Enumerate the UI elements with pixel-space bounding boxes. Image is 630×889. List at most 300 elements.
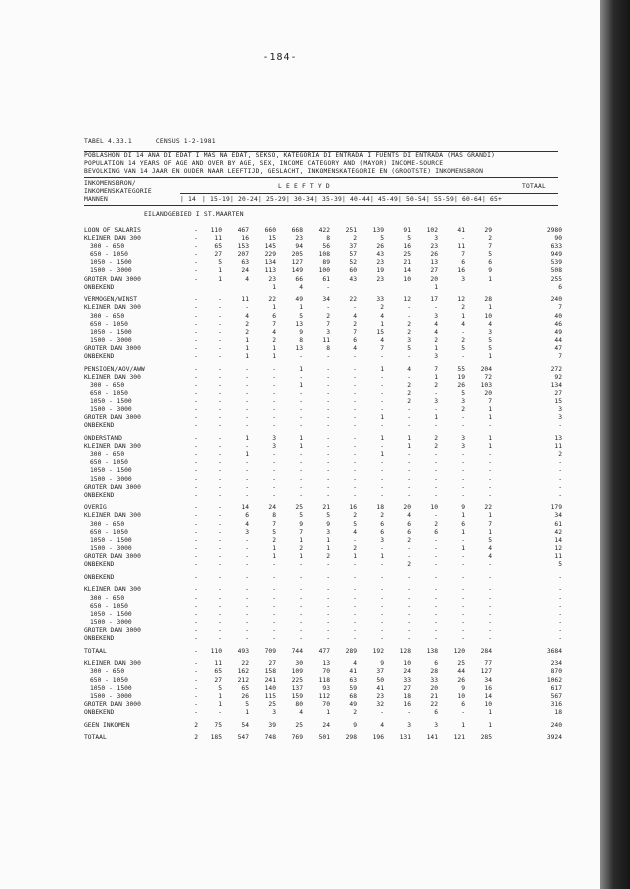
value-cell: - bbox=[326, 602, 330, 610]
value-cell: 477 bbox=[318, 647, 330, 655]
value-cell: 20 bbox=[484, 389, 492, 397]
value-cell: 5 bbox=[488, 251, 492, 259]
value-cell: 3 bbox=[272, 435, 276, 443]
value-cell: 50 bbox=[376, 676, 384, 684]
row-label: 300 - 650 bbox=[90, 381, 125, 389]
value-cell: 1 bbox=[380, 365, 384, 373]
value-cell: - bbox=[380, 389, 384, 397]
value-cell: - bbox=[488, 483, 492, 491]
value-cell: 4 bbox=[299, 708, 303, 716]
value-cell: 9 bbox=[488, 267, 492, 275]
value-cell: - bbox=[407, 475, 411, 483]
value-cell: 2 bbox=[407, 328, 411, 336]
value-cell: - bbox=[299, 618, 303, 626]
value-cell: - bbox=[407, 544, 411, 552]
value-cell: 26 bbox=[376, 243, 384, 251]
value-cell: 5 bbox=[380, 235, 384, 243]
value-cell: - bbox=[434, 406, 438, 414]
value-cell: - bbox=[434, 512, 438, 520]
value-cell: 127 bbox=[291, 259, 303, 267]
value-cell: - bbox=[218, 475, 222, 483]
value-cell: 49 bbox=[349, 700, 357, 708]
value-cell: - bbox=[218, 344, 222, 352]
value-cell: - bbox=[407, 626, 411, 634]
value-cell: 2 bbox=[353, 320, 357, 328]
value-cell: - bbox=[326, 491, 330, 499]
value-cell: - bbox=[461, 328, 465, 336]
total-cell: 255 bbox=[550, 275, 562, 283]
value-cell: 127 bbox=[480, 668, 492, 676]
census-date: CENSUS 1-2-1981 bbox=[155, 138, 216, 145]
value-cell: 20 bbox=[430, 275, 438, 283]
value-cell: 37 bbox=[349, 243, 357, 251]
value-cell: - bbox=[194, 459, 198, 467]
value-cell: - bbox=[245, 544, 249, 552]
value-cell: - bbox=[299, 467, 303, 475]
value-cell: - bbox=[194, 435, 198, 443]
total-cell: 240 bbox=[550, 296, 562, 304]
total-cell: 3684 bbox=[546, 647, 562, 655]
total-cell: 5 bbox=[558, 561, 562, 569]
row-label: 1500 - 3000 bbox=[90, 544, 132, 552]
value-cell: 251 bbox=[345, 227, 357, 234]
value-cell: 145 bbox=[264, 243, 276, 251]
value-cell: 7 bbox=[380, 344, 384, 352]
value-cell: 2 bbox=[434, 443, 438, 451]
value-cell: 25 bbox=[457, 660, 465, 668]
value-cell: - bbox=[194, 320, 198, 328]
value-cell: - bbox=[353, 353, 357, 360]
value-cell: - bbox=[218, 586, 222, 594]
value-cell: 59 bbox=[349, 684, 357, 692]
value-cell: - bbox=[380, 602, 384, 610]
value-cell: 3 bbox=[461, 435, 465, 443]
value-cell: 1 bbox=[272, 344, 276, 352]
value-cell: - bbox=[272, 414, 276, 422]
value-cell: 2 bbox=[407, 561, 411, 569]
row-label: 650 - 1050 bbox=[90, 320, 128, 328]
value-cell: 1 bbox=[434, 344, 438, 352]
value-cell: - bbox=[461, 235, 465, 243]
value-cell: - bbox=[407, 610, 411, 618]
total-cell: 870 bbox=[550, 668, 562, 676]
value-cell: 20 bbox=[430, 684, 438, 692]
value-cell: 1 bbox=[353, 552, 357, 560]
row-label: KLEINER DAN 300 bbox=[84, 443, 141, 451]
value-cell: 3 bbox=[326, 328, 330, 336]
value-cell: - bbox=[461, 451, 465, 459]
value-cell: 2 bbox=[194, 721, 198, 729]
value-cell: - bbox=[218, 626, 222, 634]
value-cell: - bbox=[380, 708, 384, 716]
value-cell: 1 bbox=[299, 304, 303, 312]
value-cell: 113 bbox=[264, 267, 276, 275]
value-cell: 121 bbox=[453, 734, 465, 742]
value-cell: - bbox=[272, 373, 276, 381]
value-cell: 7 bbox=[434, 365, 438, 373]
value-cell: - bbox=[488, 594, 492, 602]
age-group-header: | 55-59 bbox=[426, 196, 454, 203]
age-group-header: | 50-54 bbox=[398, 196, 426, 203]
value-cell: 2 bbox=[245, 320, 249, 328]
value-cell: 1 bbox=[380, 552, 384, 560]
value-cell: - bbox=[434, 422, 438, 430]
value-cell: - bbox=[218, 365, 222, 373]
value-cell: 1 bbox=[488, 443, 492, 451]
value-cell: - bbox=[194, 275, 198, 283]
total-cell: - bbox=[558, 626, 562, 634]
value-cell: - bbox=[194, 626, 198, 634]
row-label: 300 - 650 bbox=[90, 594, 125, 602]
value-cell: - bbox=[461, 422, 465, 430]
value-cell: 43 bbox=[376, 251, 384, 259]
value-cell: 1 bbox=[299, 381, 303, 389]
value-cell: 6 bbox=[380, 520, 384, 528]
value-cell: - bbox=[461, 491, 465, 499]
value-cell: - bbox=[245, 483, 249, 491]
value-cell: 80 bbox=[295, 700, 303, 708]
value-cell: 2 bbox=[434, 381, 438, 389]
value-cell: 3 bbox=[434, 353, 438, 360]
value-cell: - bbox=[380, 626, 384, 634]
value-cell: 100 bbox=[318, 267, 330, 275]
title-line-2: POPULATION 14 YEARS OF AGE AND OVER BY AGE, SEX, INCOME CATEGORY AND (MAYOR) INCOME-SOURCE bbox=[84, 160, 444, 167]
value-cell: 2 bbox=[353, 708, 357, 716]
row-label: ONDERSTAND bbox=[84, 435, 122, 443]
value-cell: 1 bbox=[461, 544, 465, 552]
value-cell: - bbox=[245, 373, 249, 381]
value-cell: - bbox=[380, 561, 384, 569]
value-cell: 32 bbox=[376, 700, 384, 708]
value-cell: - bbox=[461, 586, 465, 594]
value-cell: - bbox=[326, 398, 330, 406]
value-cell: - bbox=[326, 353, 330, 360]
value-cell: - bbox=[299, 373, 303, 381]
value-cell: 56 bbox=[322, 243, 330, 251]
value-cell: - bbox=[434, 475, 438, 483]
value-cell: 11 bbox=[457, 243, 465, 251]
row-label: GROTER DAN 3000 bbox=[84, 414, 141, 422]
value-cell: - bbox=[353, 389, 357, 397]
total-cell: 316 bbox=[550, 700, 562, 708]
total-cell: 34 bbox=[554, 512, 562, 520]
value-cell: 16 bbox=[484, 684, 492, 692]
value-cell: 22 bbox=[268, 296, 276, 304]
value-cell: 13 bbox=[295, 344, 303, 352]
value-cell: 3 bbox=[326, 528, 330, 536]
value-cell: 1 bbox=[488, 275, 492, 283]
value-cell: 1 bbox=[461, 721, 465, 729]
row-label: GROTER DAN 3000 bbox=[84, 626, 141, 634]
value-cell: - bbox=[194, 700, 198, 708]
value-cell: 5 bbox=[245, 700, 249, 708]
value-cell: 27 bbox=[430, 267, 438, 275]
value-cell: 1 bbox=[488, 435, 492, 443]
value-cell: 1 bbox=[218, 692, 222, 700]
value-cell: - bbox=[194, 267, 198, 275]
value-cell: - bbox=[299, 561, 303, 569]
row-label: GROTER DAN 3000 bbox=[84, 552, 141, 560]
value-cell: - bbox=[272, 634, 276, 642]
value-cell: - bbox=[299, 483, 303, 491]
value-cell: - bbox=[218, 504, 222, 512]
row-label: ONBEKEND bbox=[84, 491, 115, 499]
value-cell: 6 bbox=[245, 512, 249, 520]
value-cell: 1 bbox=[461, 512, 465, 520]
value-cell: 110 bbox=[210, 227, 222, 234]
value-cell: 668 bbox=[291, 227, 303, 234]
value-cell: - bbox=[245, 414, 249, 422]
value-cell: 4 bbox=[380, 721, 384, 729]
row-label: 300 - 650 bbox=[90, 243, 125, 251]
value-cell: - bbox=[353, 618, 357, 626]
value-cell: 159 bbox=[291, 692, 303, 700]
total-cell: 617 bbox=[550, 684, 562, 692]
value-cell: - bbox=[353, 467, 357, 475]
value-cell: - bbox=[245, 398, 249, 406]
total-cell: - bbox=[558, 618, 562, 626]
value-cell: 19 bbox=[376, 267, 384, 275]
binding-edge bbox=[600, 0, 630, 889]
value-cell: 660 bbox=[264, 227, 276, 234]
value-cell: 1 bbox=[488, 406, 492, 414]
value-cell: 2 bbox=[461, 406, 465, 414]
value-cell: - bbox=[353, 422, 357, 430]
value-cell: - bbox=[218, 459, 222, 467]
value-cell: 70 bbox=[322, 700, 330, 708]
value-cell: - bbox=[380, 594, 384, 602]
value-cell: 1 bbox=[380, 414, 384, 422]
total-cell: 179 bbox=[550, 504, 562, 512]
value-cell: 24 bbox=[403, 668, 411, 676]
value-cell: 2 bbox=[488, 235, 492, 243]
value-cell: - bbox=[194, 381, 198, 389]
value-cell: - bbox=[461, 414, 465, 422]
value-cell: 11 bbox=[322, 336, 330, 344]
value-cell: 2 bbox=[434, 435, 438, 443]
value-cell: 61 bbox=[322, 275, 330, 283]
stub-header-2: INKOMENSKATEGORIE bbox=[84, 188, 152, 195]
value-cell: 1 bbox=[461, 528, 465, 536]
value-cell: 72 bbox=[484, 373, 492, 381]
value-cell: - bbox=[380, 467, 384, 475]
value-cell: - bbox=[194, 483, 198, 491]
value-cell: 1 bbox=[245, 353, 249, 360]
value-cell: 1 bbox=[326, 708, 330, 716]
value-cell: 13 bbox=[322, 660, 330, 668]
value-cell: - bbox=[434, 552, 438, 560]
value-cell: 3 bbox=[461, 275, 465, 283]
value-cell: 9 bbox=[461, 684, 465, 692]
row-label: 300 - 650 bbox=[90, 520, 125, 528]
value-cell: 1 bbox=[218, 267, 222, 275]
total-cell: - bbox=[558, 610, 562, 618]
value-cell: - bbox=[380, 422, 384, 430]
value-cell: 2 bbox=[407, 320, 411, 328]
value-cell: 110 bbox=[210, 647, 222, 655]
value-cell: - bbox=[245, 365, 249, 373]
value-cell: 16 bbox=[349, 504, 357, 512]
value-cell: 94 bbox=[295, 243, 303, 251]
value-cell: - bbox=[434, 602, 438, 610]
value-cell: - bbox=[245, 406, 249, 414]
value-cell: 15 bbox=[268, 235, 276, 243]
value-cell: 2 bbox=[407, 381, 411, 389]
value-cell: - bbox=[434, 483, 438, 491]
age-group-header: | 15-19 bbox=[202, 196, 230, 203]
value-cell: 25 bbox=[295, 721, 303, 729]
table-id-line bbox=[84, 138, 216, 145]
value-cell: - bbox=[272, 467, 276, 475]
value-cell: - bbox=[461, 353, 465, 360]
value-cell: 2 bbox=[380, 304, 384, 312]
value-cell: 1 bbox=[488, 721, 492, 729]
value-cell: - bbox=[326, 594, 330, 602]
age-group-header: | 45-49 bbox=[370, 196, 398, 203]
value-cell: - bbox=[353, 536, 357, 544]
value-cell: - bbox=[245, 610, 249, 618]
value-cell: 3 bbox=[272, 443, 276, 451]
value-cell: - bbox=[380, 634, 384, 642]
value-cell: 10 bbox=[484, 312, 492, 320]
value-cell: - bbox=[194, 544, 198, 552]
table-id: TABEL 4.33.1 bbox=[84, 138, 132, 145]
value-cell: - bbox=[461, 552, 465, 560]
value-cell: - bbox=[407, 491, 411, 499]
value-cell: - bbox=[407, 586, 411, 594]
total-cell: - bbox=[558, 459, 562, 467]
value-cell: - bbox=[194, 528, 198, 536]
value-cell: 4 bbox=[353, 312, 357, 320]
value-cell: - bbox=[218, 312, 222, 320]
row-label: 1500 - 3000 bbox=[90, 692, 132, 700]
value-cell: 4 bbox=[299, 283, 303, 291]
value-cell: 34 bbox=[322, 296, 330, 304]
value-cell: 4 bbox=[353, 344, 357, 352]
value-cell: - bbox=[407, 573, 411, 581]
row-label: ONBEKEND bbox=[84, 422, 115, 430]
value-cell: 4 bbox=[353, 528, 357, 536]
value-cell: - bbox=[245, 586, 249, 594]
value-cell: - bbox=[326, 618, 330, 626]
value-cell: - bbox=[245, 443, 249, 451]
value-cell: 3 bbox=[407, 336, 411, 344]
value-cell: 43 bbox=[349, 275, 357, 283]
value-cell: - bbox=[272, 561, 276, 569]
value-cell: 54 bbox=[241, 721, 249, 729]
value-cell: 284 bbox=[480, 647, 492, 655]
value-cell: - bbox=[380, 573, 384, 581]
value-cell: 7 bbox=[461, 251, 465, 259]
value-cell: - bbox=[218, 618, 222, 626]
value-cell: - bbox=[218, 320, 222, 328]
value-cell: - bbox=[353, 586, 357, 594]
value-cell: 4 bbox=[407, 512, 411, 520]
value-cell: 23 bbox=[268, 275, 276, 283]
value-cell: 6 bbox=[461, 259, 465, 267]
value-cell: 2 bbox=[353, 544, 357, 552]
value-cell: 4 bbox=[245, 520, 249, 528]
value-cell: 6 bbox=[434, 528, 438, 536]
value-cell: 3 bbox=[434, 721, 438, 729]
value-cell: - bbox=[218, 451, 222, 459]
total-cell: 7 bbox=[558, 353, 562, 360]
value-cell: 3 bbox=[434, 312, 438, 320]
value-cell: - bbox=[194, 708, 198, 716]
value-cell: - bbox=[194, 692, 198, 700]
value-cell: 23 bbox=[430, 243, 438, 251]
row-label: ONBEKEND bbox=[84, 561, 115, 569]
value-cell: 7 bbox=[488, 398, 492, 406]
value-cell: - bbox=[194, 344, 198, 352]
row-label: 300 - 650 bbox=[90, 668, 125, 676]
value-cell: - bbox=[326, 381, 330, 389]
value-cell: - bbox=[461, 634, 465, 642]
total-cell: 2980 bbox=[546, 227, 562, 234]
value-cell: 14 bbox=[484, 692, 492, 700]
total-cell: 3924 bbox=[546, 734, 562, 742]
value-cell: - bbox=[194, 422, 198, 430]
row-label: OVERIG bbox=[84, 504, 107, 512]
value-cell: - bbox=[353, 634, 357, 642]
value-cell: - bbox=[245, 491, 249, 499]
value-cell: - bbox=[272, 586, 276, 594]
value-cell: - bbox=[326, 443, 330, 451]
value-cell: 24 bbox=[322, 721, 330, 729]
value-cell: 70 bbox=[322, 668, 330, 676]
value-cell: - bbox=[461, 573, 465, 581]
total-cell: 949 bbox=[550, 251, 562, 259]
age-group-header: | 25-29 bbox=[258, 196, 286, 203]
value-cell: - bbox=[461, 626, 465, 634]
value-cell: - bbox=[434, 491, 438, 499]
value-cell: 140 bbox=[264, 684, 276, 692]
value-cell: 55 bbox=[457, 365, 465, 373]
value-cell: - bbox=[326, 626, 330, 634]
value-cell: - bbox=[194, 227, 198, 234]
value-cell: - bbox=[194, 398, 198, 406]
value-cell: 2 bbox=[461, 336, 465, 344]
value-cell: - bbox=[434, 634, 438, 642]
value-cell: 18 bbox=[376, 504, 384, 512]
value-cell: - bbox=[353, 398, 357, 406]
value-cell: 139 bbox=[372, 227, 384, 234]
total-cell: - bbox=[558, 602, 562, 610]
value-cell: 4 bbox=[380, 312, 384, 320]
value-cell: - bbox=[218, 708, 222, 716]
value-cell: - bbox=[218, 602, 222, 610]
value-cell: 23 bbox=[376, 275, 384, 283]
value-cell: 4 bbox=[272, 328, 276, 336]
value-cell: 12 bbox=[403, 296, 411, 304]
value-cell: - bbox=[194, 684, 198, 692]
value-cell: - bbox=[407, 304, 411, 312]
value-cell: - bbox=[299, 398, 303, 406]
value-cell: - bbox=[488, 459, 492, 467]
value-cell: 1 bbox=[245, 451, 249, 459]
value-cell: 16 bbox=[403, 243, 411, 251]
value-cell: 65 bbox=[241, 684, 249, 692]
total-cell: 40 bbox=[554, 312, 562, 320]
value-cell: - bbox=[434, 467, 438, 475]
value-cell: 2 bbox=[272, 336, 276, 344]
value-cell: - bbox=[272, 626, 276, 634]
total-cell: - bbox=[558, 422, 562, 430]
age-group-header: | 20-24 bbox=[230, 196, 258, 203]
value-cell: - bbox=[353, 573, 357, 581]
value-cell: 2 bbox=[434, 336, 438, 344]
value-cell: 6 bbox=[407, 528, 411, 536]
